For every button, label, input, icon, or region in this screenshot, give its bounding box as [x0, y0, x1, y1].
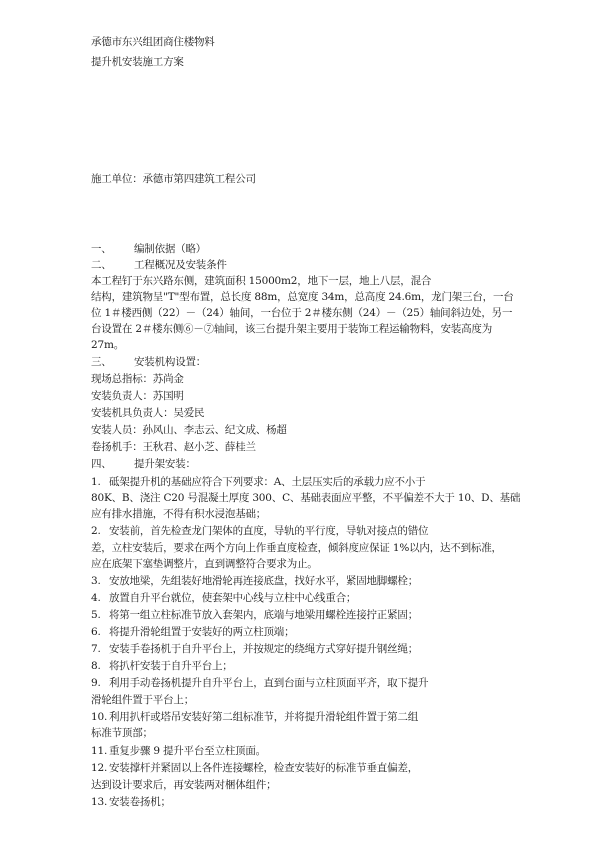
step-text: 安装手卷扬机于自升平台上，并按规定的绕绳方式穿好提升钢丝绳； — [109, 643, 418, 655]
step-9-cont: 滑轮组件置于平台上； — [91, 694, 194, 706]
step-number: 12. — [91, 762, 108, 774]
step-text: 将扒杆安装于自升平台上； — [109, 660, 233, 672]
step-12-cont: 达到设计要求后，再安装两对梱体组件； — [91, 779, 277, 791]
overview-line: 结构，建筑物呈"T"型布置，总长度 88m，总宽度 34m，总高度 24.6m，龙门架三台，一台 — [91, 291, 514, 303]
step-13 — [91, 796, 171, 809]
step-9 — [91, 677, 428, 690]
step-number: 5. — [91, 609, 101, 621]
section-title: 工程概况及安装条件 — [134, 259, 227, 271]
overview-line: 本工程钉于东兴路东侧，建筑面积 15000m2，地下一层，地上八层，混合 — [91, 275, 432, 287]
step-4 — [91, 592, 356, 605]
section-3-heading — [91, 356, 206, 369]
staff-line: 安装人员：孙风山、李志云、纪文成、杨超 — [91, 424, 287, 436]
staff-line: 安装机具负责人：吴爱民 — [91, 407, 205, 419]
step-2 — [91, 525, 428, 538]
step-number: 2. — [91, 525, 101, 537]
step-text: 重复步骤 9 提升平台至立柱顶面。 — [109, 745, 266, 757]
step-1-cont: 80K、B、浇注 C20 号混凝土厚度 300、C、基础表面应平整，不平偏差不大于 10、D、基础 — [91, 492, 521, 504]
step-text: 安装前，首先检查龙门架体的直度，导轨的平行度，导轨对接点的错位 — [109, 525, 429, 537]
step-text: 放置自升平台就位，使套架中心线与立柱中心线重合； — [109, 592, 357, 604]
section-4-heading — [91, 458, 196, 471]
section-title: 安装机构设置： — [134, 356, 207, 368]
doc-title-line-2: 提升机安装施工方案 — [91, 56, 184, 68]
section-number: 一、 — [91, 243, 112, 255]
step-text: 安装撑杆并紧固以上各件连接螺栓，检查安装好的标准节垂直偏差， — [109, 762, 418, 774]
section-number: 四、 — [91, 458, 112, 470]
step-1 — [91, 476, 425, 489]
section-title: 提升架安装： — [134, 458, 196, 470]
step-number: 10. — [91, 711, 108, 723]
section-number: 二、 — [91, 259, 112, 271]
step-number: 7. — [91, 643, 101, 655]
step-text: 砥架提升机的基础应符合下列要求：A、土层压实后的承载力应不小于 — [109, 476, 426, 488]
construction-unit — [91, 173, 256, 186]
step-11 — [91, 745, 266, 758]
section-number: 三、 — [91, 356, 112, 368]
step-text: 安装卷扬机； — [109, 796, 171, 808]
step-text: 将第一组立柱标准节放入套架内，底端与地梁用螺栓连接拧正紧固； — [109, 609, 418, 621]
section-2-heading — [91, 259, 227, 272]
step-number: 11. — [91, 745, 108, 757]
step-2-cont: 差，立柱安装后，要求在两个方向上作垂直度检查，倾斜度应保证 1%以内，达不到标准， — [91, 542, 502, 554]
step-number: 8. — [91, 660, 101, 672]
overview-line: 台设置在 2＃楼东侧⑥－⑦轴间，该三台提升架主要用于装饰工程运输物料，安装高度为 — [91, 323, 493, 335]
step-number: 1. — [91, 476, 101, 488]
step-text: 利用扒杆或塔吊安装好第二组标准节，并将提升滑轮组件置于第二组 — [109, 711, 418, 723]
step-text: 利用手动卷扬机提升自升平台上，直到台面与立柱顶面平齐，取下提升 — [109, 677, 429, 689]
overview-line: 位 1＃楼西侧（22）－（24）轴间，一台位于 2＃楼东侧（24）－（25）轴间斜边处，另一 — [91, 307, 513, 319]
step-5 — [91, 609, 418, 622]
step-10-cont: 标准节顶部； — [91, 727, 153, 739]
step-text: 安放地梁，先组装好地滑轮再连接底盘，找好水平，紧固地脚螺栓； — [109, 575, 418, 587]
step-2-cont: 应在底架下塞垫调整片，直到调整符合要求为止。 — [91, 558, 318, 570]
overview-line: 27m。 — [91, 339, 125, 351]
step-number: 13. — [91, 796, 108, 808]
construction-unit-label: 施工单位： — [91, 173, 143, 185]
step-7 — [91, 643, 418, 656]
step-8 — [91, 660, 233, 673]
step-6 — [91, 626, 294, 639]
section-title: 编制依据（略） — [134, 243, 207, 255]
step-10 — [91, 711, 418, 724]
step-3 — [91, 575, 418, 588]
step-number: 3. — [91, 575, 101, 587]
doc-title-line-1: 承德市东兴组团商住楼物料 — [91, 36, 215, 48]
step-12 — [91, 762, 418, 775]
step-number: 9. — [91, 677, 101, 689]
step-number: 4. — [91, 592, 101, 604]
staff-line: 现场总指标：苏尚金 — [91, 373, 184, 385]
staff-line: 卷扬机手：王秋君、赵小芝、薛桂兰 — [91, 441, 256, 453]
step-text: 将提升滑轮组置于安装好的两立柱顶端； — [109, 626, 295, 638]
step-number: 6. — [91, 626, 101, 638]
construction-unit-name: 承德市第四建筑工程公司 — [142, 173, 256, 185]
section-1-heading — [91, 243, 206, 256]
step-1-cont: 应有排水措施，不得有积水浸泡基础； — [91, 508, 267, 520]
staff-line: 安装负责人：苏国明 — [91, 390, 184, 402]
